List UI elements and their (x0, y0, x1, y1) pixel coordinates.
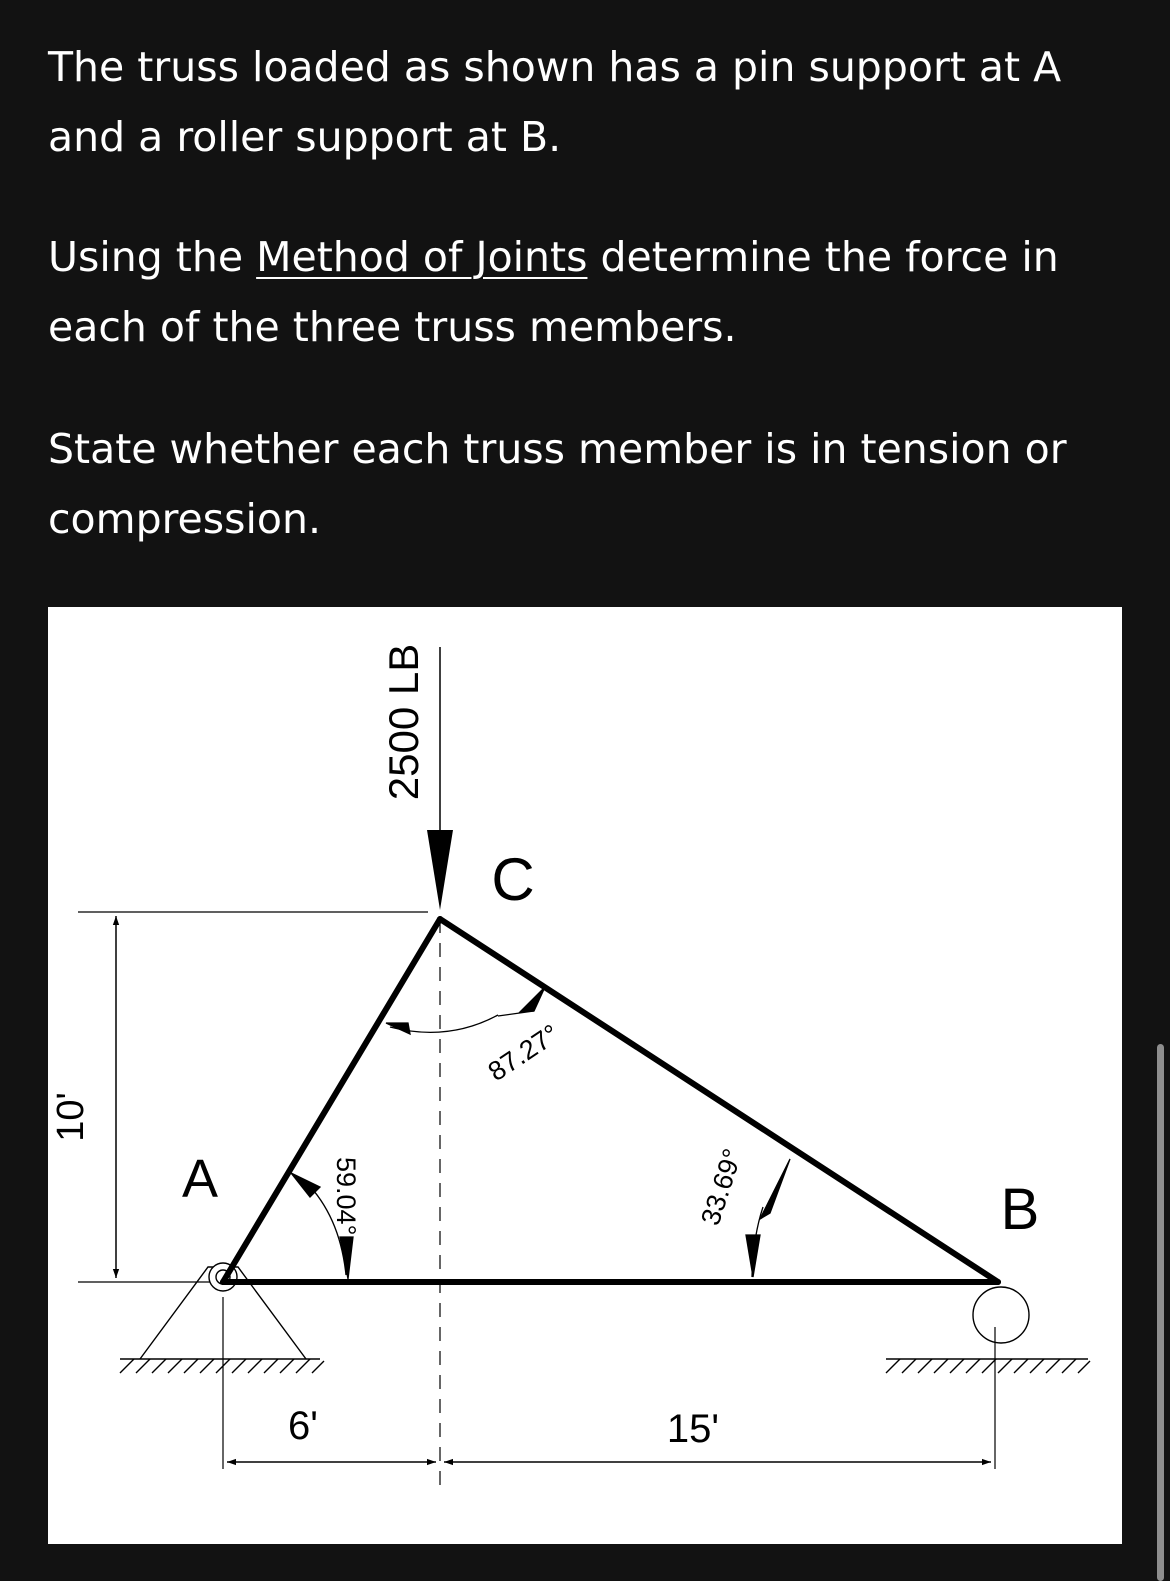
node-a-label: A (181, 1149, 219, 1209)
problem-statement-method (48, 222, 1128, 362)
load-arrow (427, 647, 453, 910)
problem-statement-tension: State whether each truss member is in tension or compression. (48, 425, 1067, 543)
scrollbar[interactable] (1157, 1044, 1164, 1581)
roller-support-b (886, 1287, 1090, 1373)
angle-c-label: 87.27° (482, 1018, 565, 1087)
angle-b-label: 33.69° (695, 1145, 748, 1229)
method-prefix-text: Using the (48, 233, 257, 281)
method-of-joints-link: Method of Joints (256, 233, 588, 281)
angle-b-arc (746, 1159, 790, 1277)
load-label: 2500 LB (380, 643, 427, 801)
height-dimension-label: 10' (50, 1092, 92, 1142)
node-b-label: B (1000, 1177, 1040, 1242)
truss-diagram (48, 607, 1122, 1544)
method-suffix-text: determine the force in each of the three truss members. (48, 233, 1059, 351)
problem-statement-supports: The truss loaded as shown has a pin support at A and a roller support at B. (48, 43, 1062, 161)
node-c-label: C (491, 846, 535, 913)
angle-c-arc (386, 987, 545, 1034)
angle-a-label: 59.04° (331, 1157, 361, 1236)
left-span-label: 6' (288, 1404, 318, 1448)
span-dimensions (223, 1297, 995, 1469)
right-span-label: 15' (666, 1407, 720, 1451)
